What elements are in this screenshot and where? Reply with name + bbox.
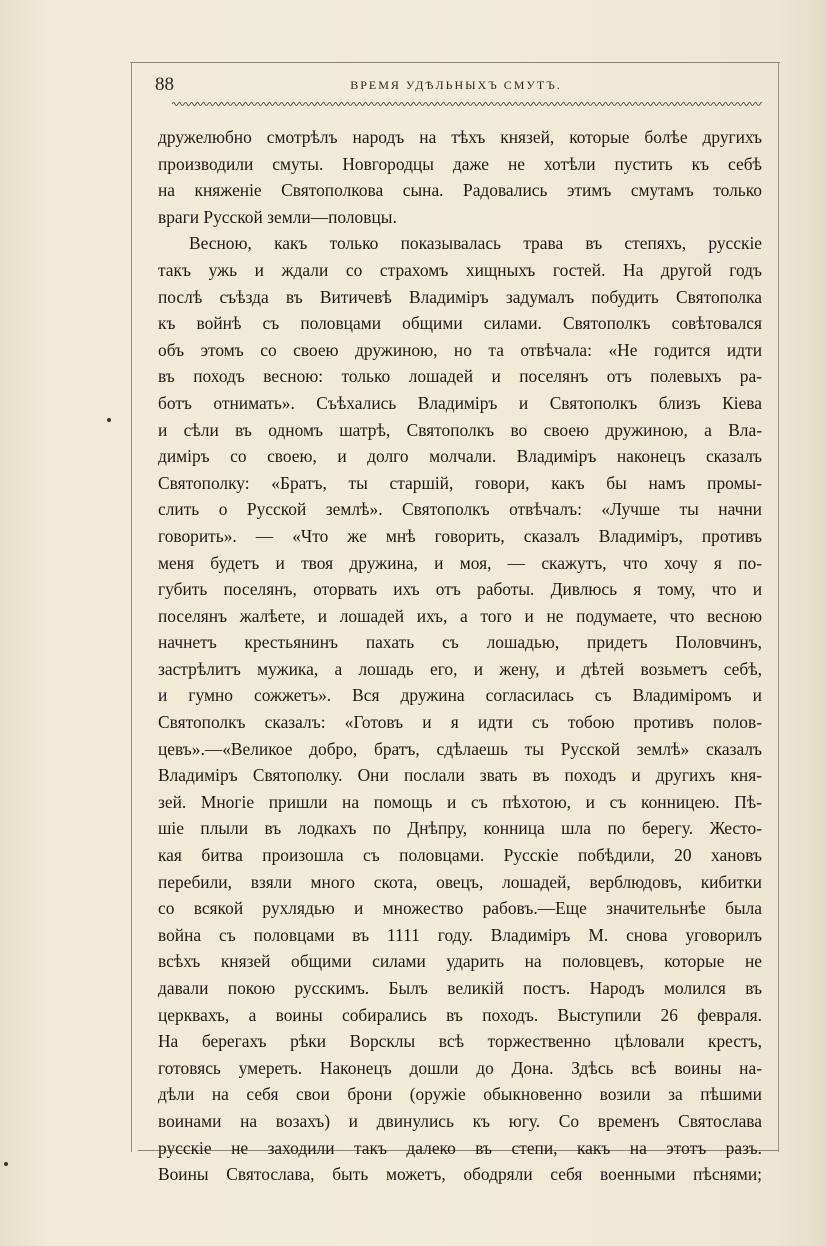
text-line: русскіе не заходили такъ далеко въ степи, какъ на этотъ разъ.	[158, 1137, 762, 1158]
text-line: война съ половцами въ 1111 году. Владиміръ М. снова уговорилъ	[158, 924, 762, 945]
text-line: зей. Многіе пришли на помощь и съ пѣхотою, и съ конницею. Пѣ-	[158, 791, 762, 812]
text-line: давали покою русскимъ. Былъ великій постъ. Народъ молился въ	[158, 978, 762, 998]
text-line: диміръ со своею, и долго молчали. Владиміръ наконецъ сказалъ	[158, 446, 762, 467]
frame-rule-left	[131, 62, 132, 1152]
text-line: производили смуты. Новгородцы даже не хотѣли пустить къ себѣ	[158, 153, 762, 174]
text-line: и гумно сожжетъ». Вся дружина согласилась съ Владиміромъ и	[158, 685, 762, 706]
text-line: готовясь умереть. Наконецъ дошли до Дона. Здѣсь всѣ воины на-	[158, 1057, 762, 1078]
frame-rule-top	[130, 62, 780, 63]
text-line: дружелюбно смотрѣлъ народъ на тѣхъ князей, которые болѣе другихъ	[158, 127, 762, 147]
text-line: кая битва произошла съ половцами. Русскіе побѣдили, 20 хановъ	[158, 845, 762, 866]
page-header	[150, 74, 762, 98]
text-line: враги Русской земли—половцы.	[158, 206, 397, 227]
text-line: и сѣли въ одномъ шатрѣ, Святополкъ во своею дружиною, а Вла-	[158, 419, 762, 440]
text-line: Святополкъ сказалъ: «Готовъ и я идти съ тобою противъ полов-	[158, 712, 762, 733]
text-line: послѣ съѣзда въ Витичевѣ Владиміръ задумалъ побудить Святополка	[158, 286, 762, 307]
text-line: ботъ отнимать». Съѣхались Владиміръ и Святополкъ близъ Кіева	[158, 392, 762, 413]
text-line: Владиміръ Святополку. Они послали звать въ походъ и другихъ кня-	[158, 765, 762, 786]
text-line: Святополку: «Братъ, ты старшій, говори, какъ бы намъ промы-	[158, 472, 762, 493]
running-title: ВРЕМЯ УДѢЛЬНЫХЪ СМУТЪ.	[350, 78, 562, 92]
page-number: 88	[155, 74, 174, 95]
text-line: застрѣлитъ мужика, а лошадь его, и жену, и дѣтей возьметъ себѣ,	[158, 658, 762, 679]
text-line: поселянъ жалѣете, и лошадей ихъ, а того и не подумаете, что весною	[158, 605, 762, 626]
text-line: всѣхъ князей общими силами ударить на половцевъ, которые не	[158, 951, 762, 972]
text-line: говорить». — «Что же мнѣ говорить, сказалъ Владиміръ, противъ	[158, 525, 762, 546]
text-line: шіе плыли въ лодкахъ по Днѣпру, конница шла по берегу. Жесто-	[158, 818, 762, 839]
body-text	[158, 124, 762, 1188]
ink-speck	[4, 1162, 8, 1166]
text-line: Воины Святослава, быть можетъ, ободряли себя военными пѣснями;	[158, 1164, 762, 1185]
text-line: начнетъ крестьянинъ пахать съ лошадью, придетъ Половчинъ,	[158, 632, 762, 653]
text-line: цевъ».—«Великое добро, братъ, сдѣлаешь ты Русской землѣ» сказалъ	[158, 738, 762, 759]
text-line: со всякой рухлядью и множество рабовъ.—Еще значительнѣе была	[158, 898, 762, 919]
text-line: объ этомъ со своею дружиною, но та отвѣчала: «Не годится идти	[158, 339, 762, 360]
frame-rule-right	[778, 62, 779, 1152]
wavy-ornament-rule	[172, 101, 762, 107]
text-line: церквахъ, а воины собирались въ походъ. Выступили 26 февраля.	[158, 1004, 762, 1025]
text-line: къ войнѣ съ половцами общими силами. Святополкъ совѣтовался	[158, 313, 762, 334]
text-line: губить поселянъ, оторвать ихъ отъ работы. Дивлюсь я тому, что и	[158, 579, 762, 600]
ink-speck	[107, 418, 111, 422]
text-line: дѣли на себя свои брони (оружіе обыкновенно возили за пѣшими	[158, 1084, 762, 1105]
text-line: На берегахъ рѣки Ворсклы всѣ торжественно цѣловали крестъ,	[158, 1031, 762, 1052]
text-line: меня будетъ и твоя дружина, и моя, — скажутъ, что хочу я по-	[158, 552, 762, 573]
text-line: такъ ужь и ждали со страхомъ хищныхъ гостей. На другой годъ	[158, 259, 762, 280]
text-line: Весною, какъ только показывалась трава въ степяхъ, русскіе	[189, 233, 762, 254]
text-line: воинами на возахъ) и двинулись къ югу. Со временъ Святослава	[158, 1110, 762, 1131]
text-line: въ походъ весною: только лошадей и поселянъ отъ полевыхъ ра-	[158, 366, 762, 387]
text-line: слить о Русской землѣ». Святополкъ отвѣчалъ: «Лучше ты начни	[158, 499, 762, 520]
text-line: перебили, взяли много скота, овецъ, лошадей, верблюдовъ, кибитки	[158, 871, 762, 892]
text-line: на княженіе Святополкова сына. Радовались этимъ смутамъ только	[158, 180, 762, 201]
